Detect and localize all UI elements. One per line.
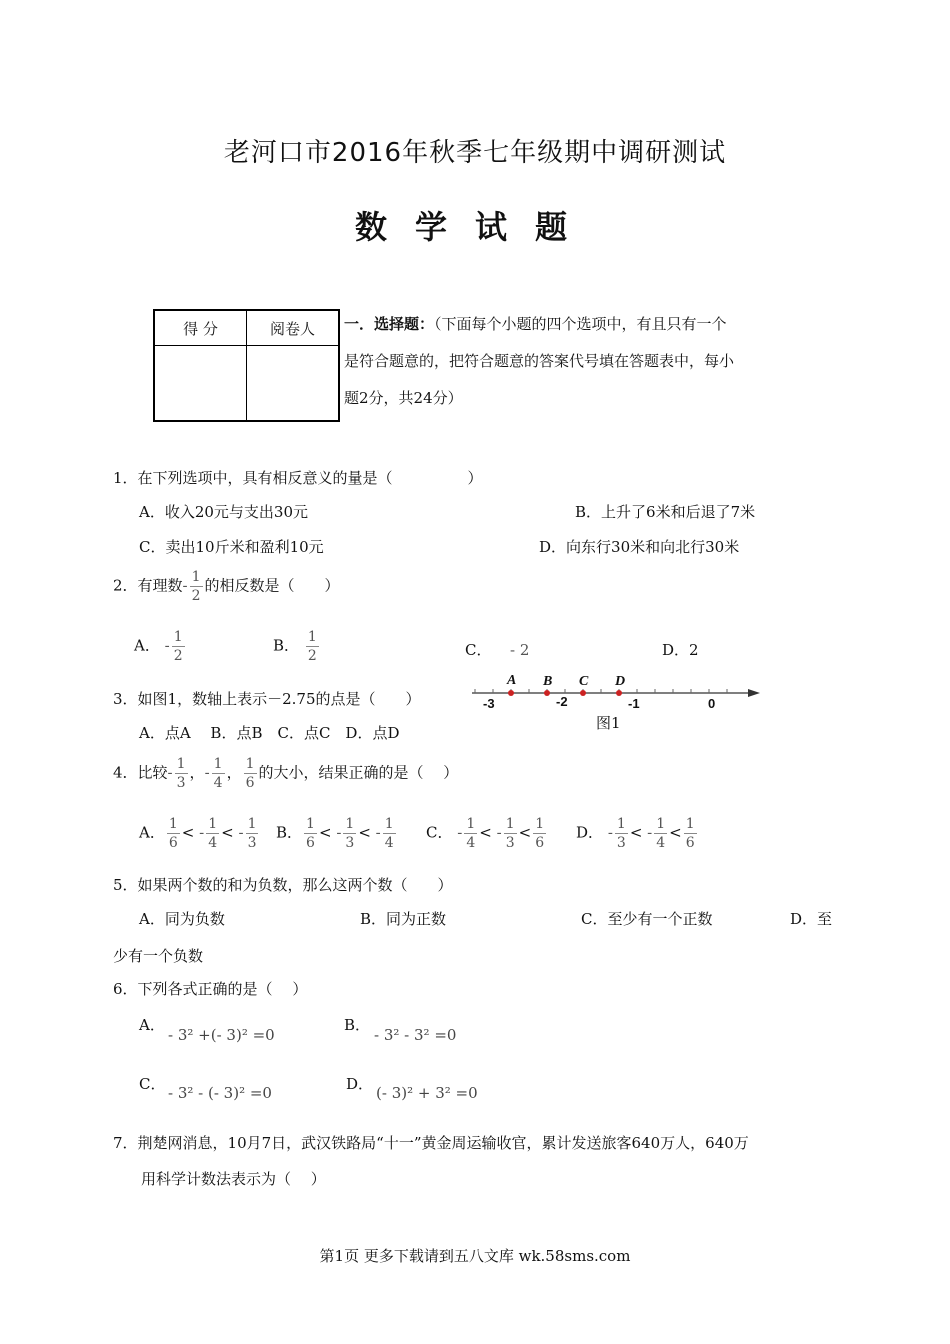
score-header: 得 分 <box>154 310 247 346</box>
q6-option-c-expr: - 3² - (- 3)² =0 <box>168 1084 272 1102</box>
q2-stem-pre: 2．有理数 <box>113 576 183 595</box>
q6-stem: 6．下列各式正确的是（ ） <box>113 980 308 998</box>
point-d-label: D <box>615 674 626 689</box>
q6-option-a-expr: - 3² +(- 3)² =0 <box>168 1026 275 1044</box>
q4-option-a: A． $\frac{1}{6}$ < - $\frac{1}{4}$ < - $\frac{1}{3}$ <box>139 816 257 851</box>
section1-label: 一．选择题： <box>344 315 435 333</box>
tick-label-neg2: -2 <box>556 694 568 709</box>
tick-label-0: 0 <box>708 696 716 711</box>
q7-line2: 用科学计数法表示为（ ） <box>141 1170 326 1188</box>
q2-option-c-label: C． <box>465 641 492 659</box>
section1-line2: 是符合题意的，把符合题意的答案代号填在答题表中，每小 <box>344 352 735 370</box>
q3-options: A．点A B．点B C．点C D．点D <box>139 724 400 742</box>
q4-option-b: B． $\frac{1}{6}$ < - $\frac{1}{3}$ < - $\frac{1}{4}$ <box>276 816 394 851</box>
q1-option-b: B．上升了6米和后退了7米 <box>575 503 756 521</box>
number-line-figure <box>470 668 770 716</box>
q1-option-d: D．向东行30米和向北行30米 <box>539 538 740 556</box>
q2-minus: - <box>182 576 188 595</box>
figure-caption: 图1 <box>596 714 621 732</box>
q2-stem <box>113 568 340 605</box>
section1-line1 <box>344 313 727 334</box>
q6-option-b-label: B． <box>344 1016 371 1034</box>
q6-option-a-label: A． <box>139 1016 165 1034</box>
grader-cell[interactable] <box>247 346 340 422</box>
q6-option-c-label: C． <box>139 1075 166 1093</box>
point-c-label: C <box>579 674 589 689</box>
tick-label-neg1: -1 <box>628 696 640 711</box>
exam-title: 老河口市2016年秋季七年级期中调研测试 <box>223 138 727 168</box>
point-b-label: B <box>543 674 553 689</box>
q5-option-c: C．至少有一个正数 <box>581 910 713 928</box>
q5-option-d-end: 少有一个负数 <box>113 947 204 965</box>
section1-text1: （下面每个小题的四个选项中，有且只有一个 <box>434 315 727 333</box>
q3-stem: 3．如图1，数轴上表示－2.75的点是（ ） <box>113 690 421 708</box>
tick-label-neg3: -3 <box>483 696 495 711</box>
q2-option-b: B． $\frac{1}{2}$ <box>273 629 317 664</box>
q2-option-a: A． - $\frac{1}{2}$ <box>134 629 183 664</box>
point-a-label: A <box>507 673 517 688</box>
section1-line3: 题2分，共24分） <box>344 389 463 407</box>
point-d <box>616 690 622 696</box>
score-cell[interactable] <box>154 346 247 422</box>
q5-stem: 5．如果两个数的和为负数，那么这两个数（ ） <box>113 876 453 894</box>
arrow-right-icon <box>748 689 760 697</box>
point-b <box>544 690 550 696</box>
q1-option-c: C．卖出10斤米和盈利10元 <box>139 538 324 556</box>
q5-option-a: A．同为负数 <box>139 910 225 928</box>
q5-option-d-start: D．至 <box>790 910 833 928</box>
q1-stem: 1．在下列选项中，具有相反意义的量是（ ） <box>113 469 483 487</box>
q6-option-d-label: D． <box>346 1075 374 1093</box>
q2-option-d: D．2 <box>662 641 699 659</box>
q2-option-c-value: - 2 <box>510 641 530 659</box>
q5-option-b: B．同为正数 <box>360 910 447 928</box>
q2-stem-post: 的相反数是（ ） <box>204 576 340 595</box>
q6-option-b-expr: - 3² - 3² =0 <box>374 1026 457 1044</box>
point-a <box>508 690 514 696</box>
q7-line1: 7．荆楚网消息，10月7日，武汉铁路局“十一”黄金周运输收官，累计发送旅客640万人，640万 <box>113 1134 749 1152</box>
q6-option-d-expr: (- 3)² + 3² =0 <box>376 1084 478 1102</box>
page-footer: 第1页 更多下载请到五八文库 wk.58sms.com <box>319 1247 631 1265</box>
q4-stem: 4．比较- $\frac{1}{3}$ ，- $\frac{1}{4}$ ， $\frac{1}{6}$ 的大小，结果正确的是（ ） <box>113 756 459 791</box>
q4-option-c: C． - $\frac{1}{4}$ < - $\frac{1}{3}$ < $\frac{1}{6}$ <box>426 816 545 851</box>
score-table <box>153 309 340 422</box>
q1-option-a: A．收入20元与支出30元 <box>139 503 309 521</box>
point-c <box>580 690 586 696</box>
grader-header: 阅卷人 <box>247 310 340 346</box>
q4-option-d: D． - $\frac{1}{3}$ < - $\frac{1}{4}$ < $\frac{1}{6}$ <box>576 816 695 851</box>
q2-fraction: $\frac{1}{2}$ <box>191 569 201 604</box>
exam-subtitle: 数学试题 <box>354 208 595 246</box>
